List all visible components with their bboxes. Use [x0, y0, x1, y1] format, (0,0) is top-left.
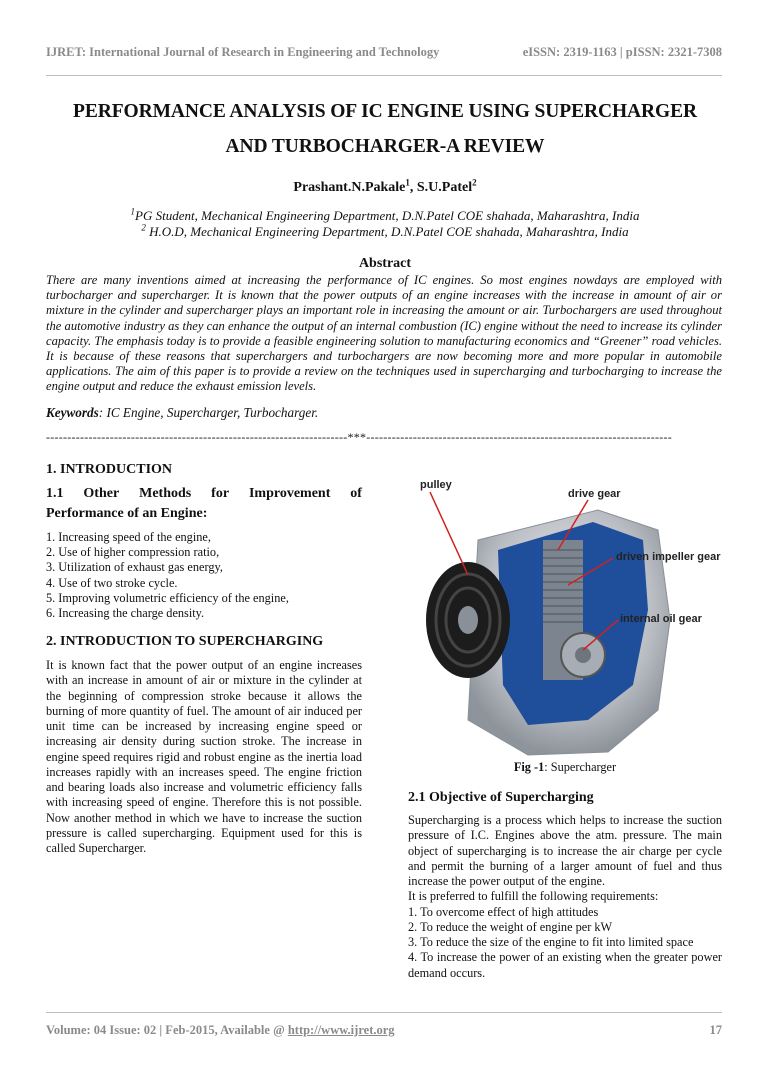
abstract-body: There are many inventions aimed at increasing the performance of IC engines. So most engines nowdays are employed with turbocharger and supercharger. It is known that the power outputs of an engine increases with the increase in amount of air or mixture in the cylinder and supercharger plays an important role in increasing the amount or air. Turbochargers are used throughout the automotive industry as they can enhance the output of an internal combustion (IC) engine without the need to increase its cylinder capacity. The emphasis today is to provide a feasible engineering solution to manufacturing economics and “Greener” road vehicles. It is because of these reasons that superchargers and turbochargers are now becoming more and more popular in automobile applications. The aim of this paper is to provide a review on the techniques used in supercharging and turbocharging to increase the engine output and reduce the exhaust emission levels.	[46, 273, 722, 394]
pulley-hub	[458, 606, 478, 634]
running-footer	[46, 1023, 722, 1041]
header-rule	[46, 75, 722, 76]
keywords-label: Keywords	[46, 405, 99, 420]
volume-info	[46, 1023, 395, 1038]
author-1-sup: 1	[405, 177, 410, 188]
author-1: Prashant.N.Pakale	[293, 180, 406, 195]
caption-text: : Supercharger	[544, 760, 617, 774]
footer-rule	[46, 1012, 722, 1013]
requirement-item: 4. To increase the power of an existing when the greater power demand occurs.	[408, 950, 722, 980]
section-2-paragraph: It is known fact that the power output of an engine increases with an increase in amount of air or mixture in the cylinder at the beginning of compression stroke because it allows the burning of more quantity of fuel. The amount of air induced per unit time can be increased by increasing engine speed or increasing air density during suction stroke. The increase in engine speed requires rigid and robust engine as the inertia load increases rapidly with an increases speed. The engine friction and bearing loads also increase and volumetric efficiency falls with increasing speed of engine. Therefore this is not possible. Now another method in which we have to increase the suction pressure is called supercharging. Equipment used for this is called Supercharger.	[46, 658, 362, 856]
affiliation-1	[40, 208, 730, 224]
author-2-sup: 2	[472, 177, 477, 188]
title-line-2: AND TURBOCHARGER-A REVIEW	[225, 136, 545, 157]
affiliation-1-sup: 1	[130, 206, 136, 217]
subsection-word: of	[350, 486, 362, 501]
section-1-heading: 1. INTRODUCTION	[46, 462, 173, 477]
keywords-text: : IC Engine, Supercharger, Turbocharger.	[98, 405, 319, 420]
affiliation-1-text: PG Student, Mechanical Engineering Department, D.N.Patel COE shahada, Maharashtra, India	[135, 208, 640, 223]
subsection-word: Other	[83, 486, 120, 501]
list-item: 5. Improving volumetric efficiency of the engine,	[46, 590, 289, 605]
keywords	[46, 405, 722, 421]
section-separator: -----------------------------------------------------------------------***------------------------------------------------------------------------	[46, 430, 672, 444]
journal-link[interactable]: http://www.ijret.org	[287, 1023, 395, 1037]
abstract-heading: Abstract	[358, 256, 412, 271]
figure-caption	[408, 760, 722, 775]
subsection-1-1-heading-cont: Performance of an Engine:	[46, 506, 208, 521]
pulley-pointer	[430, 492, 468, 575]
author-separator: ,	[409, 180, 417, 195]
affiliation-2-sup: 2	[141, 222, 146, 233]
subsection-word: Methods	[139, 486, 192, 501]
pulley-label: pulley	[420, 479, 452, 491]
supercharger-figure	[408, 470, 722, 760]
list-item: 6. Increasing the charge density.	[46, 606, 205, 621]
subsection-1-1-heading	[46, 486, 362, 502]
left-column	[46, 462, 362, 856]
oil-gear-label: internal oil gear	[620, 613, 702, 625]
requirement-item: 2. To reduce the weight of engine per kW	[408, 919, 613, 934]
affiliation-2-text: H.O.D, Mechanical Engineering Department, D.N.Patel COE shahada, Maharashtra, India	[145, 224, 629, 239]
list-item: 2. Use of higher compression ratio,	[46, 545, 220, 560]
paper-title	[40, 94, 730, 164]
affiliation-2	[40, 224, 730, 240]
page-number: 17	[709, 1023, 722, 1037]
subsection-word: for	[211, 486, 230, 501]
journal-name: IJRET: International Journal of Research in Engineering and Technology	[46, 45, 440, 59]
subsection-word: 1.1	[46, 486, 64, 501]
title-line-1: PERFORMANCE ANALYSIS OF IC ENGINE USING SUPERCHARGER	[73, 101, 697, 122]
subsection-word: Improvement	[248, 486, 331, 501]
author-list	[40, 177, 730, 196]
requirements-intro: It is preferred to fulfill the following requirements:	[408, 889, 659, 904]
right-column	[408, 790, 722, 981]
subsection-2-1-paragraph: Supercharging is a process which helps to increase the suction pressure of I.C. Engines above the atm. pressure. The main object of supercharging is to increase the air charge per cycle and permit the burning of a larger amount of fuel and thus increase the power output of the engine.	[408, 813, 722, 888]
issn-text: eISSN: 2319-1163 | pISSN: 2321-7308	[522, 45, 722, 59]
author-2: S.U.Patel	[416, 180, 473, 195]
list-item: 3. Utilization of exhaust gas energy,	[46, 560, 223, 575]
volume-text: Volume: 04 Issue: 02 | Feb-2015, Available @	[46, 1023, 288, 1037]
running-header	[46, 45, 722, 63]
subsection-2-1-heading: 2.1 Objective of Supercharging	[408, 790, 594, 805]
caption-label: Fig -1	[513, 760, 545, 774]
impeller-label: driven impeller gear	[616, 551, 721, 563]
list-item: 1. Increasing speed of the engine,	[46, 530, 211, 544]
section-2-heading: 2. INTRODUCTION TO SUPERCHARGING	[46, 634, 324, 650]
requirement-item: 3. To reduce the size of the engine to fit into limited space	[408, 935, 694, 949]
drive-gear-label: drive gear	[568, 488, 621, 500]
list-item: 4. Use of two stroke cycle.	[46, 575, 178, 590]
improvement-list	[46, 530, 362, 621]
requirement-item: 1. To overcome effect of high attitudes	[408, 904, 599, 919]
